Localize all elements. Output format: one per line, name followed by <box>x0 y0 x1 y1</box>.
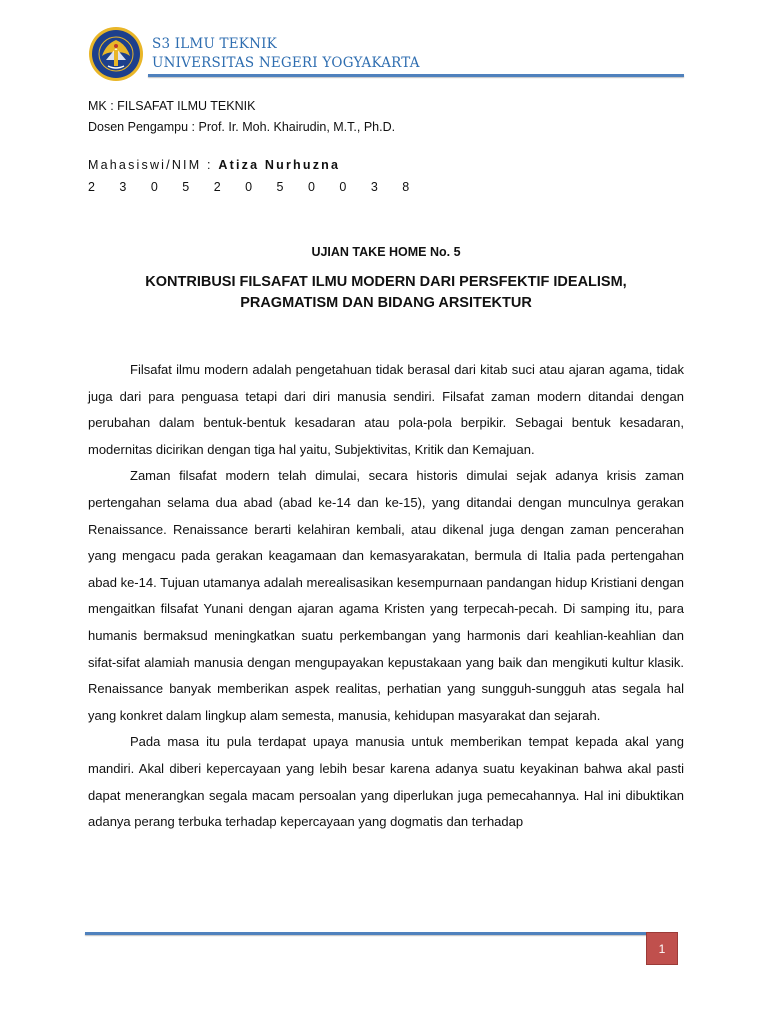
student-label: Mahasiswi/NIM : <box>88 158 219 172</box>
page-number-badge: 1 <box>646 932 678 965</box>
student-name: Atiza Nurhuzna <box>218 158 341 172</box>
page-header <box>88 22 684 80</box>
university-seal-icon <box>88 26 144 82</box>
paragraph: Zaman filsafat modern telah dimulai, secara historis dimulai sejak adanya krisis zaman pertengahan selama dua abad (abad ke-14 dan ke-15), yang ditandai dengan munculnya gerakan Renaissance. Renaissance berarti kelahiran kembali, atau dikenal juga dengan zaman pencerahan yang mengacu pada gerakan keagamaan dan kemasyarakatan, bermula di Italia pada pertengahan abad ke-14. Tujuan utamanya adalah merealisasikan kesempurnaan pandangan hidup Kristiani dengan mengaitkan filsafat Yunani dengan ajaran agama Kristen yang terpecah-pecah. Di samping itu, para humanis bermaksud meningkatkan suatu perkembangan yang harmonis dari keahlian-keahlian dan sifat-sifat alamiah manusia dengan mengupayakan kepustakaan yang baik dan mengikuti kultur klasik. Renaissance banyak memberikan aspek realitas, perhatian yang sungguh-sungguh atas segala hal yang konkret dalam lingkup alam semesta, manusia, kehidupan masyarakat dan sejarah. <box>88 468 684 723</box>
student-nim: 2 3 0 5 2 0 5 0 0 3 8 <box>88 180 420 194</box>
paragraph: Pada masa itu pula terdapat upaya manusia untuk memberikan tempat kepada akal yang mandiri. Akal diberi kepercayaan yang lebih besar karena adanya suatu keyakinan bahwa akal pasti dapat menerangkan segala macam persoalan yang diperlukan juga pemecahannya. Hal ini dibuktikan adanya perang terbuka terhadap kepercayaan yang dogmatis dan terhadap <box>88 734 684 830</box>
footer-divider <box>85 932 650 935</box>
exam-number: UJIAN TAKE HOME No. 5 <box>311 245 461 259</box>
title-line-2: PRAGMATISM DAN BIDANG ARSITEKTUR <box>240 295 532 311</box>
course-info <box>88 96 395 138</box>
lecturer-name: Dosen Pengampu : Prof. Ir. Moh. Khairudin, M.T., Ph.D. <box>88 120 396 134</box>
course-name: MK : FILSAFAT ILMU TEKNIK <box>88 99 256 113</box>
header-title <box>152 35 420 73</box>
header-program: S3 ILMU TEKNIK <box>152 36 277 52</box>
student-line <box>88 154 420 176</box>
document-title <box>88 272 684 314</box>
body-text <box>88 357 684 836</box>
title-line-1: KONTRIBUSI FILSAFAT ILMU MODERN DARI PERSFEKTIF IDEALISM, <box>145 274 627 290</box>
student-info <box>88 154 420 198</box>
paragraph: Filsafat ilmu modern adalah pengetahuan tidak berasal dari kitab suci atau ajaran agama, tidak juga dari para penguasa tetapi dari diri manusia sendiri. Filsafat zaman modern ditandai dengan perubahan dalam bentuk-bentuk kesadaran atau pola-pola berpikir. Sebagai bentuk kesadaran, modernitas dicirikan dengan tiga hal yaitu, Subjektivitas, Kritik dan Kemajuan. <box>88 362 684 457</box>
header-university: UNIVERSITAS NEGERI YOGYAKARTA <box>152 55 420 71</box>
header-divider <box>148 74 684 77</box>
